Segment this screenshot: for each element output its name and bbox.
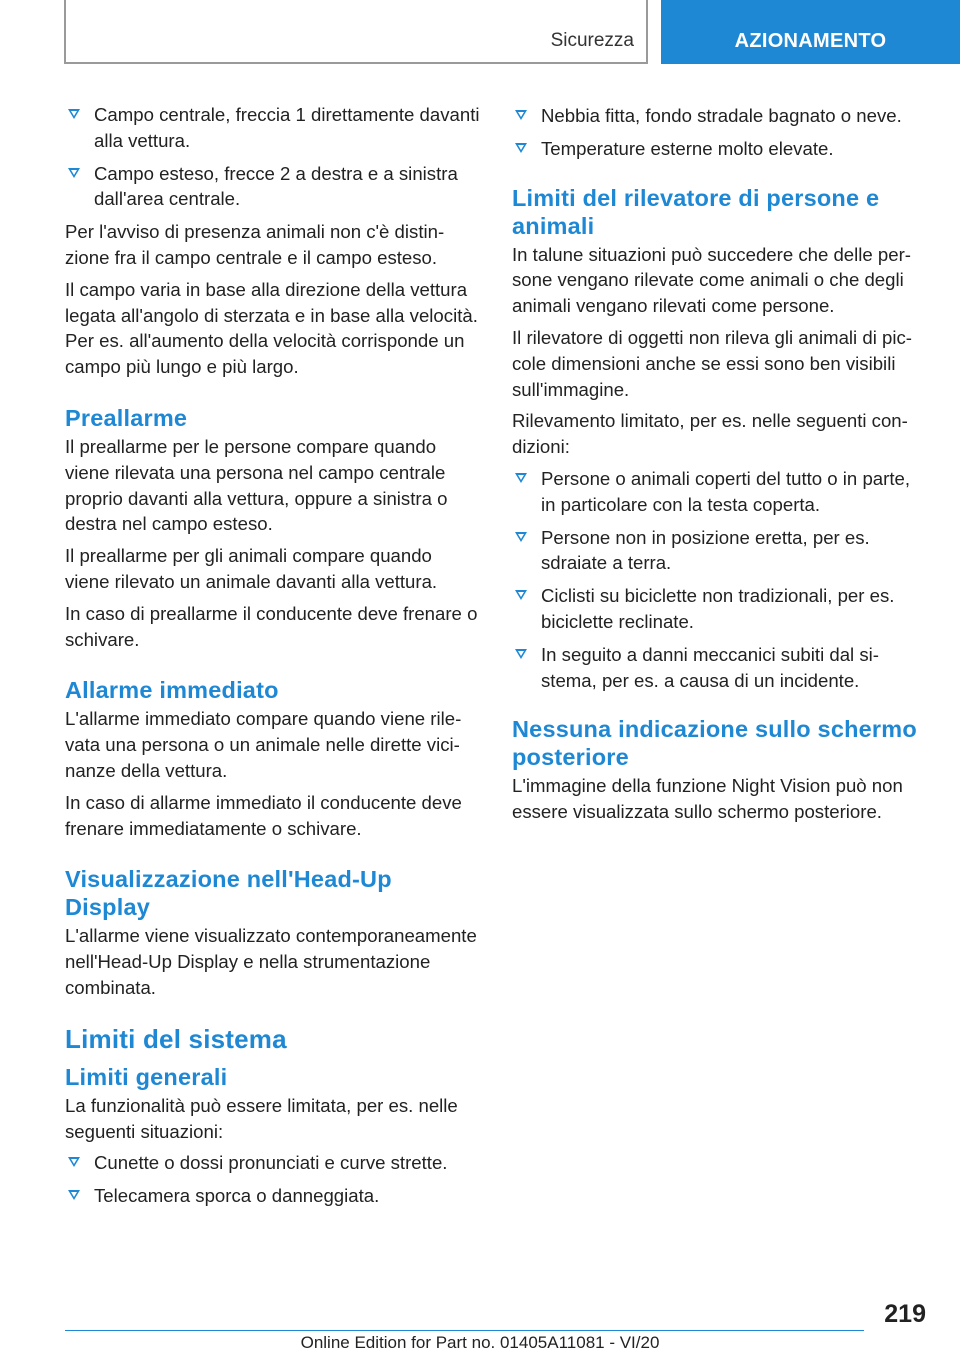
section-title: Sicurezza	[550, 30, 634, 51]
paragraph: La funzionalità può essere limitata, per es. nelle seguenti situazioni:	[65, 1094, 458, 1142]
list-item-text: Nebbia fitta, fondo stradale bagnato o neve.	[541, 105, 902, 126]
list-item-text: Temperature esterne molto elevate.	[541, 137, 834, 159]
list-item-text: Campo esteso, frecce 2 a destra e a sinistra dall'area centrale.	[94, 162, 458, 210]
paragraph: Il campo varia in base alla direzione della vettura legata all'angolo di sterzata e in base alla velocità. Per es. all'aumento della velocità corrisponde un campo più lungo e più largo.	[65, 278, 478, 378]
heading-head-up-display: Visualizzazione nell'Head-Up Display	[65, 866, 392, 921]
list-item	[65, 1183, 480, 1209]
list-item	[512, 466, 924, 518]
list-item	[65, 102, 480, 154]
list-item	[512, 583, 924, 635]
bullet-list	[65, 102, 480, 212]
page-number: 219	[884, 1300, 926, 1328]
paragraph: L'allarme viene visualizzato contemporaneamente nell'Head-Up Display e nella strumentazione combinata.	[65, 925, 477, 998]
bullet-list	[512, 103, 924, 162]
paragraph: In caso di preallarme il conducente deve frenare o schivare.	[65, 602, 478, 650]
triangle-bullet-icon	[515, 649, 527, 659]
list-item	[65, 161, 480, 213]
paragraph: Il preallarme per le persone compare quando viene rilevata una persona nel campo centrale proprio davanti alla vettura, oppure a sinistra o destra nel campo esteso.	[65, 435, 448, 535]
heading-limiti-del-sistema: Limiti del sistema	[65, 1023, 287, 1054]
chapter-title: AZIONAMENTO	[734, 30, 887, 52]
list-item	[512, 642, 924, 694]
heading-allarme-immediato: Allarme immediato	[65, 677, 279, 704]
triangle-bullet-icon	[68, 1157, 80, 1167]
triangle-bullet-icon	[68, 168, 80, 178]
triangle-bullet-icon	[515, 532, 527, 542]
triangle-bullet-icon	[68, 109, 80, 119]
triangle-bullet-icon	[515, 143, 527, 153]
heading-nessuna-indicazione: Nessuna indicazione sullo schermo posteriore	[512, 716, 917, 771]
heading-preallarme: Preallarme	[65, 404, 188, 431]
list-item-text: Persone non in posizione eretta, per es. sdraiate a terra.	[541, 526, 870, 574]
paragraph: In talune situazioni può succedere che delle persone vengano rilevate come animali o che degli animali vengano rilevati come persone.	[512, 243, 911, 317]
list-item-text: Ciclisti su biciclette non tradizionali, per es. biciclette reclinate.	[541, 585, 895, 632]
paragraph: Rilevamento limitato, per es. nelle seguenti condizioni:	[512, 410, 908, 458]
paragraph: Il rilevatore di oggetti non rileva gli animali di piccole dimensioni anche se essi sono ben visibili sull'immagine.	[512, 326, 912, 400]
bullet-list	[65, 1150, 480, 1209]
list-item-text: In seguito a danni meccanici subiti dal sistema, per es. a causa di un incidente.	[541, 643, 879, 691]
list-item-text: Campo centrale, freccia 1 direttamente davanti alla vettura.	[94, 104, 480, 151]
chapter-tab[interactable]	[661, 0, 960, 64]
footer-divider	[65, 1330, 864, 1331]
list-item	[512, 136, 924, 162]
header-frame	[64, 0, 648, 64]
footer-edition-text: Online Edition for Part no. 01405A11081 - VI/20	[300, 1333, 660, 1352]
list-item-text: Telecamera sporca o danneggiata.	[94, 1185, 380, 1207]
list-item	[512, 525, 924, 577]
bullet-list	[512, 466, 924, 693]
triangle-bullet-icon	[515, 590, 527, 600]
list-item-text: Persone o animali coperti del tutto o in parte, in particolare con la testa coperta.	[541, 467, 910, 515]
paragraph: In caso di allarme immediato il conducente deve frenare immediatamente o schivare.	[65, 791, 462, 839]
triangle-bullet-icon	[515, 473, 527, 483]
list-item	[512, 103, 924, 129]
right-column	[512, 103, 924, 831]
paragraph: L'allarme immediato compare quando viene rilevata una persona o un animale nelle dirette vicinanze della vettura.	[65, 708, 462, 781]
list-item-text: Cunette o dossi pronunciati e curve strette.	[94, 1152, 448, 1174]
paragraph: Il preallarme per gli animali compare quando viene rilevato un animale davanti alla vettura.	[65, 545, 438, 592]
triangle-bullet-icon	[515, 110, 527, 120]
heading-limiti-generali: Limiti generali	[65, 1063, 228, 1090]
left-column	[65, 102, 480, 1216]
list-item	[65, 1150, 480, 1176]
heading-limiti-rilevatore: Limiti del rilevatore di persone e animali	[512, 184, 880, 239]
triangle-bullet-icon	[68, 1190, 80, 1200]
paragraph: L'immagine della funzione Night Vision può non essere visualizzata sullo schermo posteriore.	[512, 775, 903, 823]
paragraph: Per l'avviso di presenza animali non c'è distinzione fra il campo centrale e il campo esteso.	[65, 221, 445, 268]
